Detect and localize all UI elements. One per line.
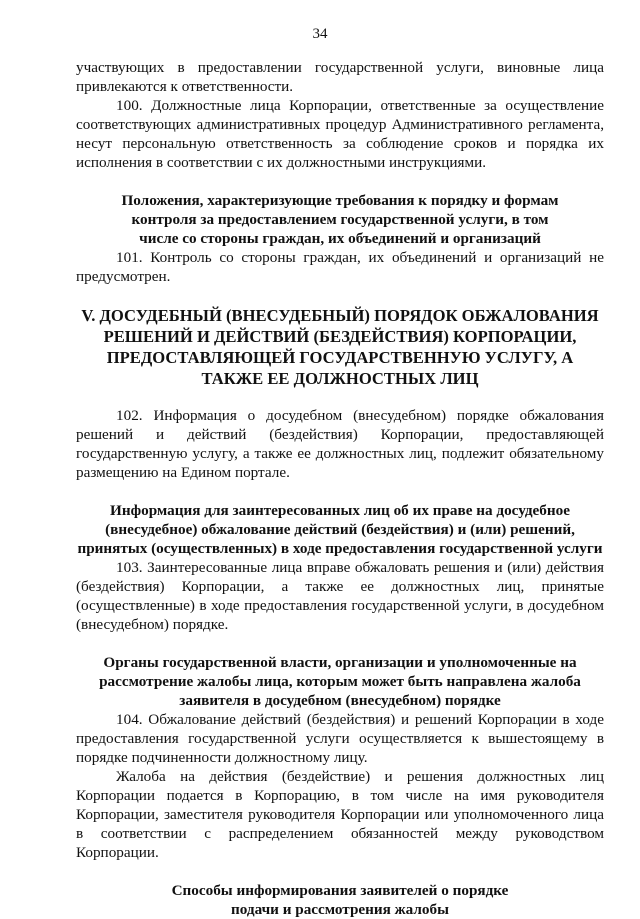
paragraph-100: 100. Должностные лица Корпорации, ответственные за осуществление соответствующих административных процедур Административного регламента, несут персональную ответственность за соблюдение сроков и порядка их исполнения в соответствии с их должностными инструкциями. xyxy=(76,97,604,171)
subheading-appeal-rights: Информация для заинтересованных лиц об их праве на досудебное (внесудебное) обжалование действий (бездействия) и (или) решений, принятых (осуществленных) в ходе предоставления государственной услуги xyxy=(77,502,603,557)
subheading-control-forms: Положения, характеризующие требования к порядку и формам контроля за предоставлением государственной услуги, в том числе со стороны граждан, их объединений и организаций xyxy=(121,192,559,247)
paragraph-102: 102. Информация о досудебном (внесудебном) порядке обжалования решений и действий (бездействия) Корпорации, предоставляющей государственную услугу, а также ее должностных лиц, подлежит обязательному размещению на Едином портале. xyxy=(76,407,604,481)
page-number: 34 xyxy=(312,26,328,42)
page-content xyxy=(76,58,604,919)
section-heading-v: V. ДОСУДЕБНЫЙ (ВНЕСУДЕБНЫЙ) ПОРЯДОК ОБЖАЛОВАНИЯ РЕШЕНИЙ И ДЕЙСТВИЙ (БЕЗДЕЙСТВИЯ) КОРПОРАЦИИ, ПРЕДОСТАВЛЯЮЩЕЙ ГОСУДАРСТВЕННУЮ УСЛУГУ, А ТАКЖЕ ЕЕ ДОЛЖНОСТНЫХ ЛИЦ xyxy=(81,306,599,388)
subheading-authorities: Органы государственной власти, организации и уполномоченные на рассмотрение жалобы лица, которым может быть направлена жалоба заявителя в досудебном (внесудебном) порядке xyxy=(99,654,581,709)
paragraph-complaint: Жалоба на действия (бездействие) и решения должностных лиц Корпорации подается в Корпорацию, в том числе на имя руководителя Корпорации, заместителя руководителя Корпорации или уполномоченного лица в соответствии с распределением обязанностей между руководством Корпорации. xyxy=(76,768,604,861)
paragraph-103: 103. Заинтересованные лица вправе обжаловать решения и (или) действия (бездействия) Корпорации, а также ее должностных лиц, принятые (осуществленные) в ходе предоставления государственной услуги, в досудебном (внесудебном) порядке. xyxy=(76,559,604,633)
subheading-informing-methods: Способы информирования заявителей о порядке подачи и рассмотрения жалобы xyxy=(171,882,509,918)
paragraph-104: 104. Обжалование действий (бездействия) и решений Корпорации в ходе предоставления государственной услуги осуществляется к вышестоящему в порядке подчиненности должностному лицу. xyxy=(76,711,604,766)
paragraph-101: 101. Контроль со стороны граждан, их объединений и организаций не предусмотрен. xyxy=(76,249,604,285)
paragraph-continuation: участвующих в предоставлении государственной услуги, виновные лица привлекаются к ответственности. xyxy=(76,59,604,95)
